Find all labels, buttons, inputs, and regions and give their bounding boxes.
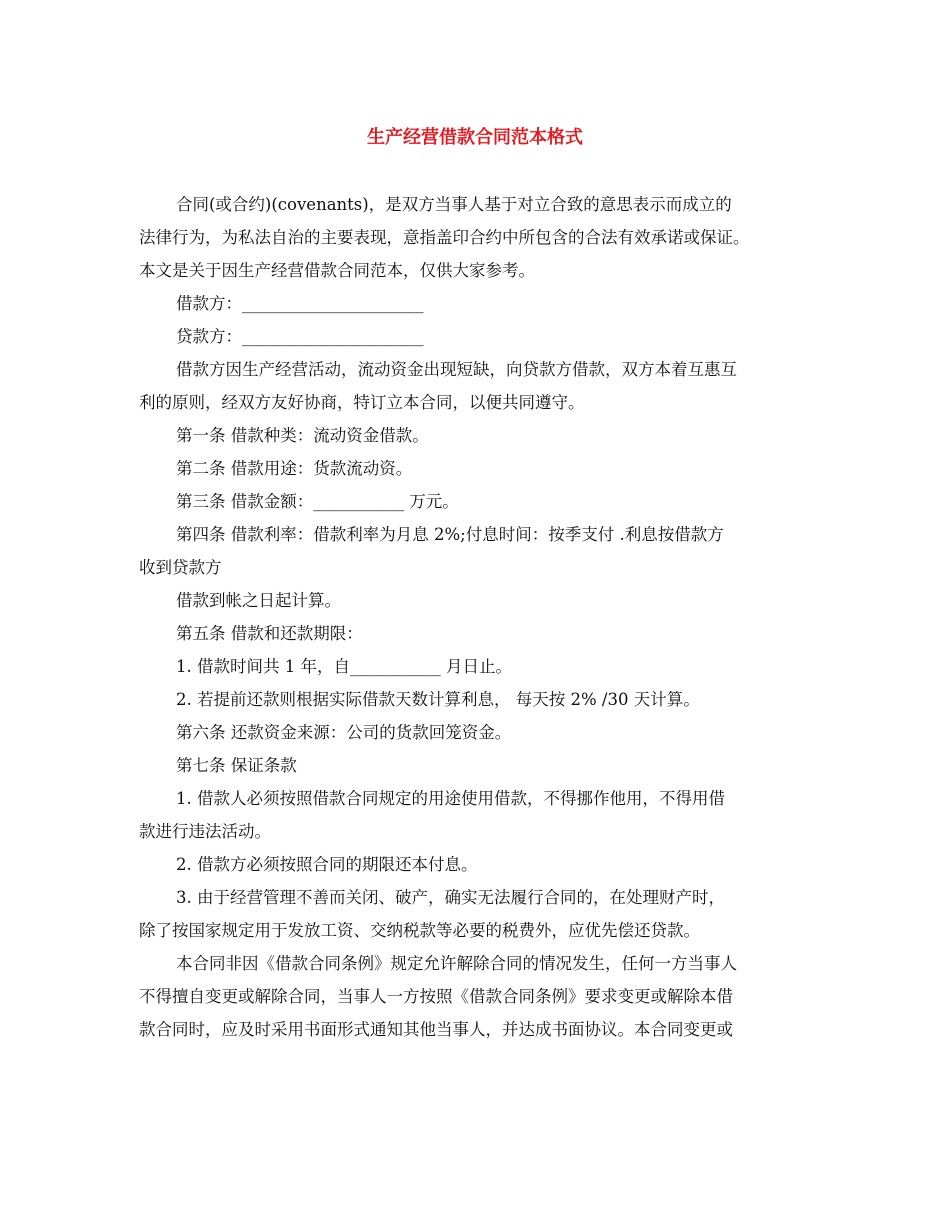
body-line: 第一条 借款种类：流动资金借款。	[176, 426, 429, 445]
body-line: 第四条 借款利率：借款利率为月息 2%;付息时间：按季支付 .利息按借款方	[176, 525, 724, 544]
body-line: 2. 若提前还款则根据实际借款天数计算利息， 每天按 2% /30 天计算。	[176, 690, 700, 709]
body-line: 3. 由于经营管理不善而关闭、破产，确实无法履行合同的，在处理财产时，	[176, 888, 725, 907]
body-line: 除了按国家规定用于发放工资、交纳税款等必要的税费外，应优先偿还贷款。	[139, 921, 700, 940]
body-line: 法律行为，为私法自治的主要表现，意指盖印合约中所包含的合法有效承诺或保证。	[139, 228, 750, 247]
body-line: 第六条 还款资金来源：公司的货款回笼资金。	[176, 723, 512, 742]
body-line: 本文是关于因生产经营借款合同范本，仅供大家参考。	[139, 261, 535, 280]
body-line: 第七条 保证条款	[176, 756, 297, 775]
body-line: 不得擅自变更或解除合同，当事人一方按照《借款合同条例》要求变更或解除本借	[139, 987, 733, 1006]
body-line: 款进行违法活动。	[139, 822, 271, 841]
body-line: 贷款方：______________________	[176, 327, 424, 346]
body-line: 款合同时，应及时采用书面形式通知其他当事人，并达成书面协议。本合同变更或	[139, 1020, 733, 1039]
body-line: 借款方因生产经营活动，流动资金出现短缺，向贷款方借款，双方本着互惠互	[176, 360, 737, 379]
body-line: 利的原则，经双方友好协商，特订立本合同，以便共同遵守。	[139, 393, 585, 412]
body-line: 收到贷款方	[139, 558, 222, 577]
body-line: 借款到帐之日起计算。	[176, 591, 341, 610]
body-line: 本合同非因《借款合同条例》规定允许解除合同的情况发生，任何一方当事人	[176, 954, 737, 973]
body-line: 借款方：______________________	[176, 294, 424, 313]
document-body	[139, 188, 815, 1046]
body-line: 第五条 借款和还款期限：	[176, 624, 363, 643]
body-line: 1. 借款人必须按照借款合同规定的用途使用借款，不得挪作他用，不得用借	[176, 789, 725, 808]
body-line: 1. 借款时间共 1 年，自___________ 月日止。	[176, 657, 512, 676]
body-line: 第二条 借款用途：货款流动资。	[176, 459, 413, 478]
body-line: 第三条 借款金额：___________ 万元。	[176, 492, 459, 511]
body-line: 2. 借款方必须按照合同的期限还本付息。	[176, 855, 478, 874]
body-line: 合同(或合约)(covenants)，是双方当事人基于对立合致的意思表示而成立的	[176, 195, 732, 214]
document-title: 生产经营借款合同范本格式	[367, 127, 583, 148]
